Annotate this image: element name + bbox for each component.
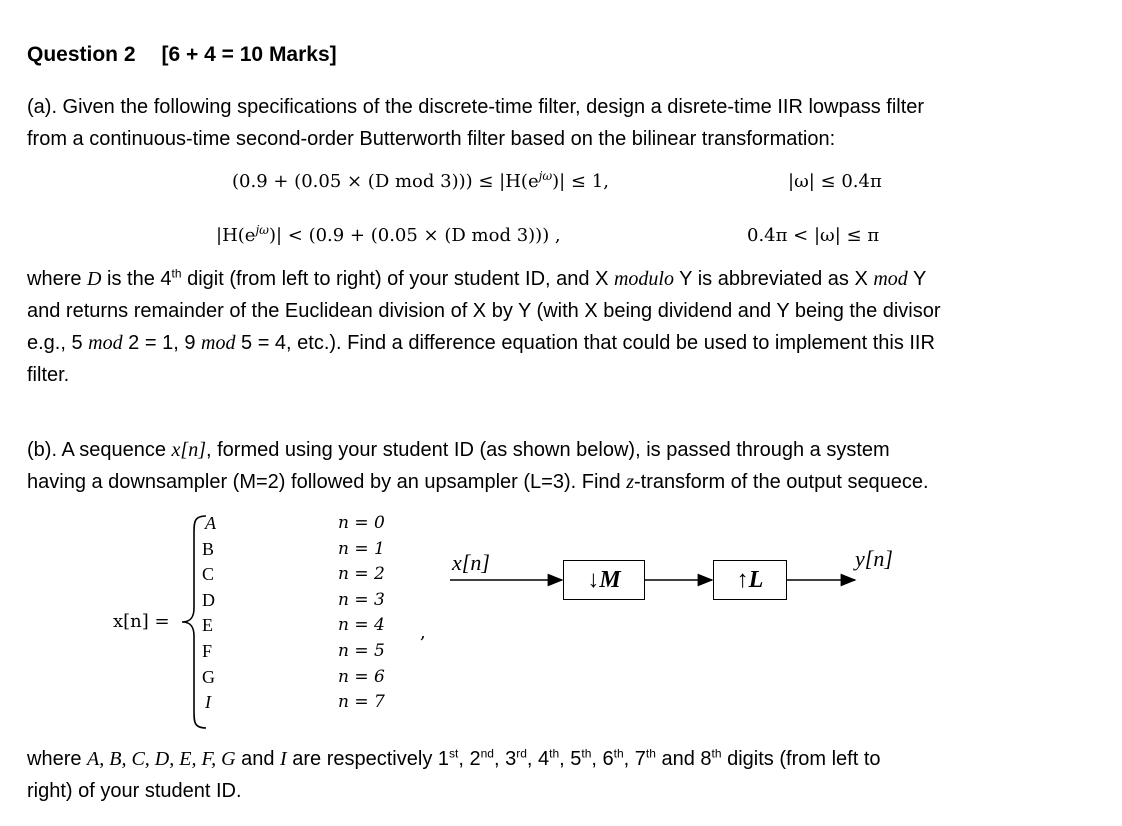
part-a-intro-line1: (a). Given the following specifications of the discrete-time filter, design a disrete-time IIR lowpass filter	[27, 96, 925, 118]
case-value: F	[202, 641, 213, 661]
part-a-where-line1: where D is the 4th digit (from left to right) of your student ID, and X modulo Y is abbreviated as X mod Y	[27, 266, 927, 290]
upsampler-box: ↑L	[713, 560, 787, 600]
cases-comma: ,	[420, 622, 426, 643]
part-b-where-line2: right) of your student ID.	[27, 780, 242, 802]
xn-definition-label: x[n] =	[113, 611, 170, 632]
spec-equation-1: (0.9 + (0.05 × (D mod $3))) \le |H(e^{j\omega})| \le 1$,	[232, 169, 609, 192]
case-value: D	[202, 589, 215, 610]
spec-range-2: 0.4π < |ω| ≤ π	[747, 225, 880, 246]
case-index: n = 3	[338, 589, 385, 610]
diagram-output-label: y[n]	[855, 546, 893, 571]
diagram-lines	[450, 560, 870, 600]
downsampler-box: ↓M	[563, 560, 645, 600]
part-a-intro-line2: from a continuous-time second-order Butterworth filter based on the bilinear transformation:	[27, 128, 836, 150]
case-index: n = 1	[338, 538, 385, 559]
question-title	[27, 43, 337, 67]
case-index: n = 7	[338, 692, 385, 713]
spec-range-1: |ω| ≤ 0.4π	[788, 171, 882, 192]
case-index: n = 2	[338, 564, 385, 585]
case-value: G	[202, 666, 215, 687]
part-b-intro-line1: (b). A sequence x[n], formed using your student ID (as shown below), is passed through a system	[27, 439, 890, 461]
part-b-where-line1: where A, B, C, D, E, F, G and I are respectively 1st, 2nd, 3rd, 4th, 5th, 6th, 7th and 8th digits (from left to	[27, 746, 881, 770]
case-index: n = 5	[338, 641, 385, 661]
case-value: I	[205, 692, 211, 713]
part-b-intro-line2: having a downsampler (M=2) followed by an upsampler (L=3). Find z-transform of the output sequece.	[27, 471, 929, 493]
question-marks: [6 + 4 = 10 Marks]	[161, 43, 337, 66]
case-value: A	[205, 513, 216, 533]
question-label: Question 2	[27, 43, 136, 66]
diagram-input-label: x[n]	[452, 550, 490, 575]
case-value: E	[202, 615, 213, 636]
part-a-where-line2: and returns remainder of the Euclidean division of X by Y (with X being dividend and Y being the divisor	[27, 300, 941, 322]
part-a-where-line3: e.g., 5 mod 2 = 1, 9 mod 5 = 4, etc.). Find a difference equation that could be used to implement this IIR	[27, 332, 935, 354]
case-index: n = 6	[338, 666, 385, 687]
case-index: n = 4	[338, 615, 385, 636]
case-value: B	[202, 538, 215, 559]
spec-equation-2: $|H(e^{j\omega})| < (0.9 + (0.05 \times (D$ mod 3))) ,	[216, 223, 561, 246]
case-index: n = 0	[338, 513, 385, 533]
part-a-where-line4: filter.	[27, 364, 70, 386]
case-value: C	[202, 564, 215, 585]
